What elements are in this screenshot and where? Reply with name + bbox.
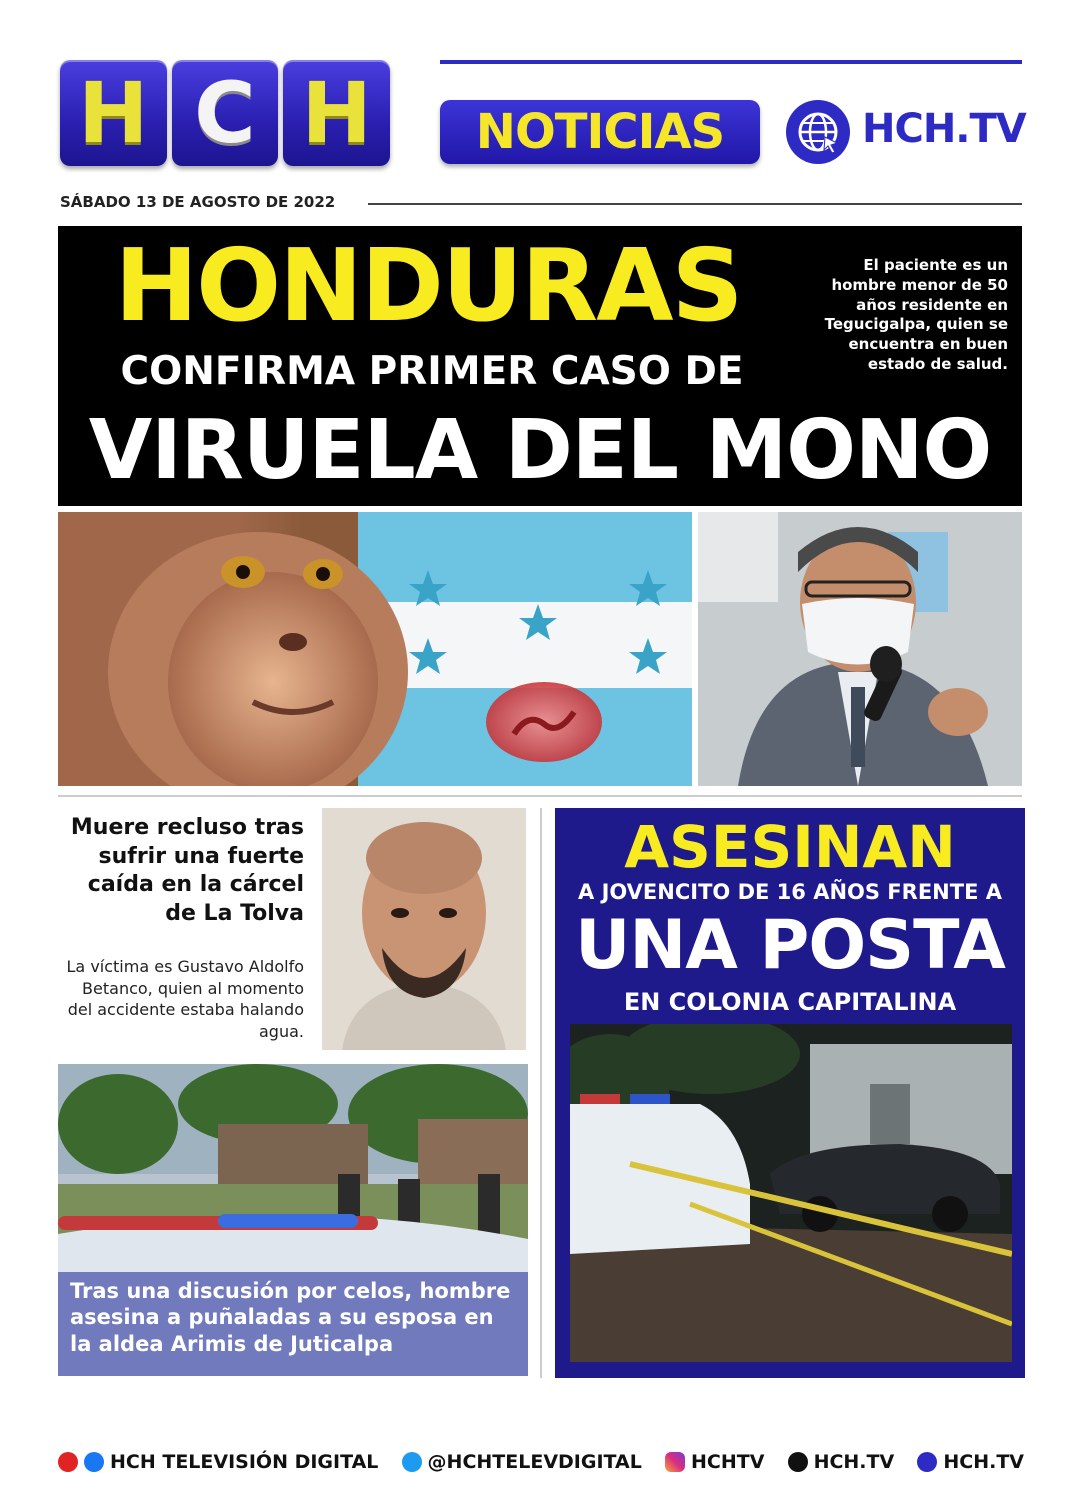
site-name[interactable]: HCH.TV bbox=[862, 106, 1026, 152]
crime-story-caption[interactable]: Tras una discusión por celos, hombre asesina a puñaladas a su esposa en la aldea Arimis de Juticalpa bbox=[58, 1272, 528, 1376]
asesinan-kicker: ASESINAN bbox=[624, 813, 956, 881]
logo-letter: C bbox=[172, 60, 279, 166]
footer-label: HCH TELEVISIÓN DIGITAL bbox=[110, 1451, 379, 1473]
inmate-photo bbox=[322, 808, 526, 1050]
footer-item-instagram[interactable] bbox=[665, 1451, 764, 1473]
health-official-photo bbox=[698, 512, 1022, 786]
column-divider bbox=[540, 808, 542, 1378]
footer-label: HCH.TV bbox=[943, 1451, 1024, 1473]
date-rule bbox=[368, 203, 1022, 205]
footer-item-tiktok[interactable] bbox=[788, 1451, 895, 1473]
youtube-icon bbox=[58, 1452, 78, 1472]
header-rule bbox=[440, 60, 1022, 64]
reo-story-body: La víctima es Gustavo Aldolfo Betanco, quien al momento del accidente estaba halando agua. bbox=[66, 957, 304, 1041]
footer-item-twitter[interactable] bbox=[402, 1451, 642, 1473]
lead-headline: VIRUELA DEL MONO bbox=[88, 403, 992, 498]
footer-label: HCH.TV bbox=[813, 1451, 895, 1473]
lead-summary: El paciente es un hombre menor de 50 años residente en Tegucigalpa, quien se encuentra en buen estado de salud. bbox=[824, 256, 1008, 373]
reo-story-title[interactable]: Muere recluso tras sufrir una fuerte caída en la cárcel de La Tolva bbox=[70, 815, 304, 926]
hch-logo[interactable] bbox=[60, 60, 390, 166]
footer-item-web[interactable] bbox=[917, 1451, 1024, 1473]
instagram-icon bbox=[665, 1452, 685, 1472]
asesinan-line2: EN COLONIA CAPITALINA bbox=[623, 988, 957, 1016]
monkey-flag-photo bbox=[58, 512, 692, 786]
footer-label: HCHTV bbox=[690, 1451, 765, 1473]
lead-deck: CONFIRMA PRIMER CASO DE bbox=[120, 349, 744, 394]
tiktok-icon bbox=[788, 1452, 808, 1472]
asesinan-line1: A JOVENCITO DE 16 AÑOS FRENTE A bbox=[578, 880, 1002, 904]
logo-letter: H bbox=[60, 60, 167, 166]
twitter-icon bbox=[402, 1452, 422, 1472]
lead-kicker: HONDURAS bbox=[114, 227, 742, 344]
footer-item-facebook[interactable] bbox=[58, 1451, 378, 1473]
issue-date: SÁBADO 13 DE AGOSTO DE 2022 bbox=[60, 193, 336, 211]
facebook-icon bbox=[84, 1452, 104, 1472]
footer-label: @HCHTELEVDIGITAL bbox=[427, 1451, 642, 1473]
footer-social-bar bbox=[58, 1445, 1024, 1479]
asesinan-headline[interactable]: UNA POSTA bbox=[575, 906, 1005, 985]
globe-icon bbox=[786, 100, 850, 164]
logo-letter: H bbox=[283, 60, 390, 166]
police-scene-photo bbox=[570, 1024, 1012, 1362]
globe-icon bbox=[917, 1452, 937, 1472]
section-divider bbox=[58, 795, 1022, 797]
noticias-badge: NOTICIAS bbox=[440, 100, 760, 164]
